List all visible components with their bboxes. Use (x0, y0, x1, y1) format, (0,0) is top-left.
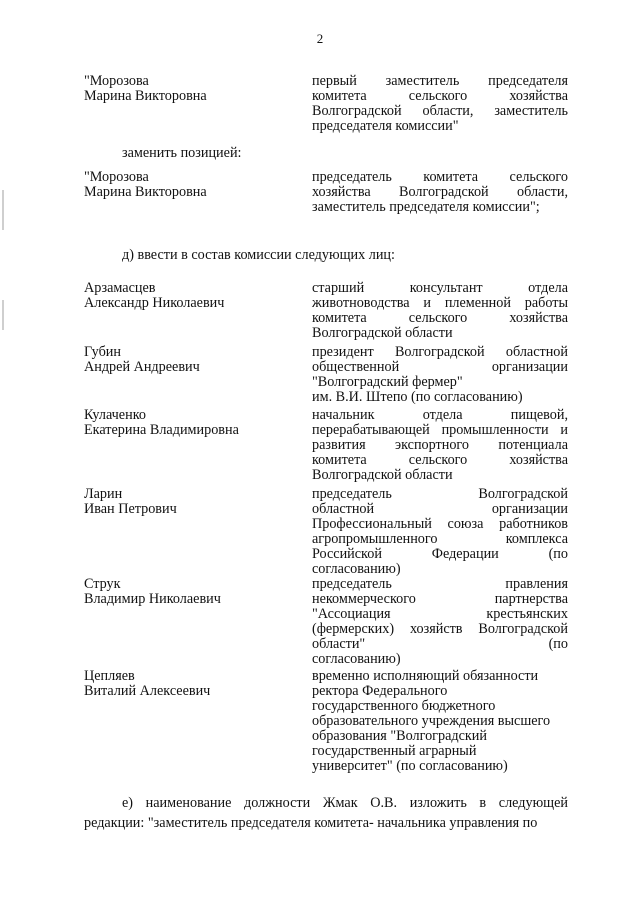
old-entry-name (84, 74, 284, 104)
role-line: развития экспортного потенциала (312, 437, 568, 453)
given-names: Иван Петрович (84, 501, 177, 517)
new-entry-role (312, 170, 568, 215)
given-names: Андрей Андреевич (84, 359, 200, 375)
surname: Струк (84, 576, 121, 592)
role-line: области" (по (312, 636, 568, 652)
role-line: государственного бюджетного (312, 698, 496, 714)
role-line: председатель Волгоградской (312, 486, 568, 502)
member-name (84, 577, 284, 607)
role-line: Профессиональный союза работников (312, 516, 568, 532)
name-line: "Морозова (84, 73, 149, 89)
role-line: перерабатывающей промышленности и (312, 422, 568, 438)
role-line: университет" (по согласованию) (312, 758, 508, 774)
role-line: согласованию) (312, 651, 401, 667)
role-line: Волгоградской области, заместитель (312, 103, 568, 119)
given-names: Владимир Николаевич (84, 591, 221, 607)
scan-edge-mark (2, 190, 4, 230)
role-line: образования "Волгоградский (312, 728, 487, 744)
role-line: некоммерческого партнерства (312, 591, 568, 607)
name-line: "Морозова (84, 169, 149, 185)
replace-label: заменить позицией: (122, 145, 242, 161)
old-entry-role (312, 74, 568, 134)
role-line: Волгоградской области (312, 467, 453, 483)
member-name (84, 345, 284, 375)
role-line: президент Волгоградской областной (312, 344, 568, 360)
role-line: комитета сельского хозяйства (312, 452, 568, 468)
role-line: образовательного учреждения высшего (312, 713, 551, 729)
surname: Арзамасцев (84, 280, 156, 296)
role-line: председатель комитета сельского (312, 169, 568, 185)
role-line: председатель правления (312, 576, 568, 592)
role-line: согласованию) (312, 561, 401, 577)
scan-edge-mark (2, 300, 4, 330)
member-role (312, 345, 568, 405)
role-line: агропромышленного комплекса (312, 531, 568, 547)
role-line: Российской Федерации (по (312, 546, 568, 562)
role-line: "Волгоградский фермер" (312, 374, 463, 390)
role-line: общественной организации (312, 359, 568, 375)
member-role (312, 408, 568, 483)
role-line: областной организации (312, 501, 568, 517)
member-name (84, 487, 284, 517)
section-d-heading: д) ввести в состав комиссии следующих лиц: (122, 247, 395, 263)
member-name (84, 281, 284, 311)
role-line: первый заместитель председателя (312, 73, 568, 89)
role-line: "Ассоциация крестьянских (312, 606, 568, 622)
name-line: Марина Викторовна (84, 88, 207, 104)
member-role (312, 669, 568, 774)
given-names: Виталий Алексеевич (84, 683, 211, 699)
role-line: государственный аграрный (312, 743, 477, 759)
member-role (312, 487, 568, 577)
role-line: хозяйства Волгоградской области, (312, 184, 568, 200)
role-line: (фермерских) хозяйств Волгоградской (312, 621, 568, 637)
role-line: временно исполняющий обязанности (312, 668, 539, 684)
role-line: председателя комиссии" (312, 118, 459, 134)
section-e-paragraph: е) наименование должности Жмак О.В. изложить в следующей редакции: "заместитель председателя комитета- начальника управления по (84, 795, 568, 831)
member-role (312, 281, 568, 341)
role-line: Волгоградской области (312, 325, 453, 341)
member-name (84, 408, 284, 438)
member-role (312, 577, 568, 667)
given-names: Александр Николаевич (84, 295, 225, 311)
surname: Губин (84, 344, 121, 360)
role-line: им. В.И. Штепо (по согласованию) (312, 389, 523, 405)
role-line: заместитель председателя комиссии"; (312, 199, 540, 215)
surname: Кулаченко (84, 407, 146, 423)
surname: Цепляев (84, 668, 135, 684)
role-line: комитета сельского хозяйства (312, 88, 568, 104)
role-line: животноводства и племенной работы (312, 295, 568, 311)
role-line: старший консультант отдела (312, 280, 568, 296)
role-line: комитета сельского хозяйства (312, 310, 568, 326)
role-line: ректора Федерального (312, 683, 448, 699)
member-name (84, 669, 284, 699)
role-line: начальник отдела пищевой, (312, 407, 568, 423)
page-number: 2 (316, 31, 324, 46)
given-names: Екатерина Владимировна (84, 422, 239, 438)
surname: Ларин (84, 486, 123, 502)
new-entry-name (84, 170, 284, 200)
name-line: Марина Викторовна (84, 184, 207, 200)
